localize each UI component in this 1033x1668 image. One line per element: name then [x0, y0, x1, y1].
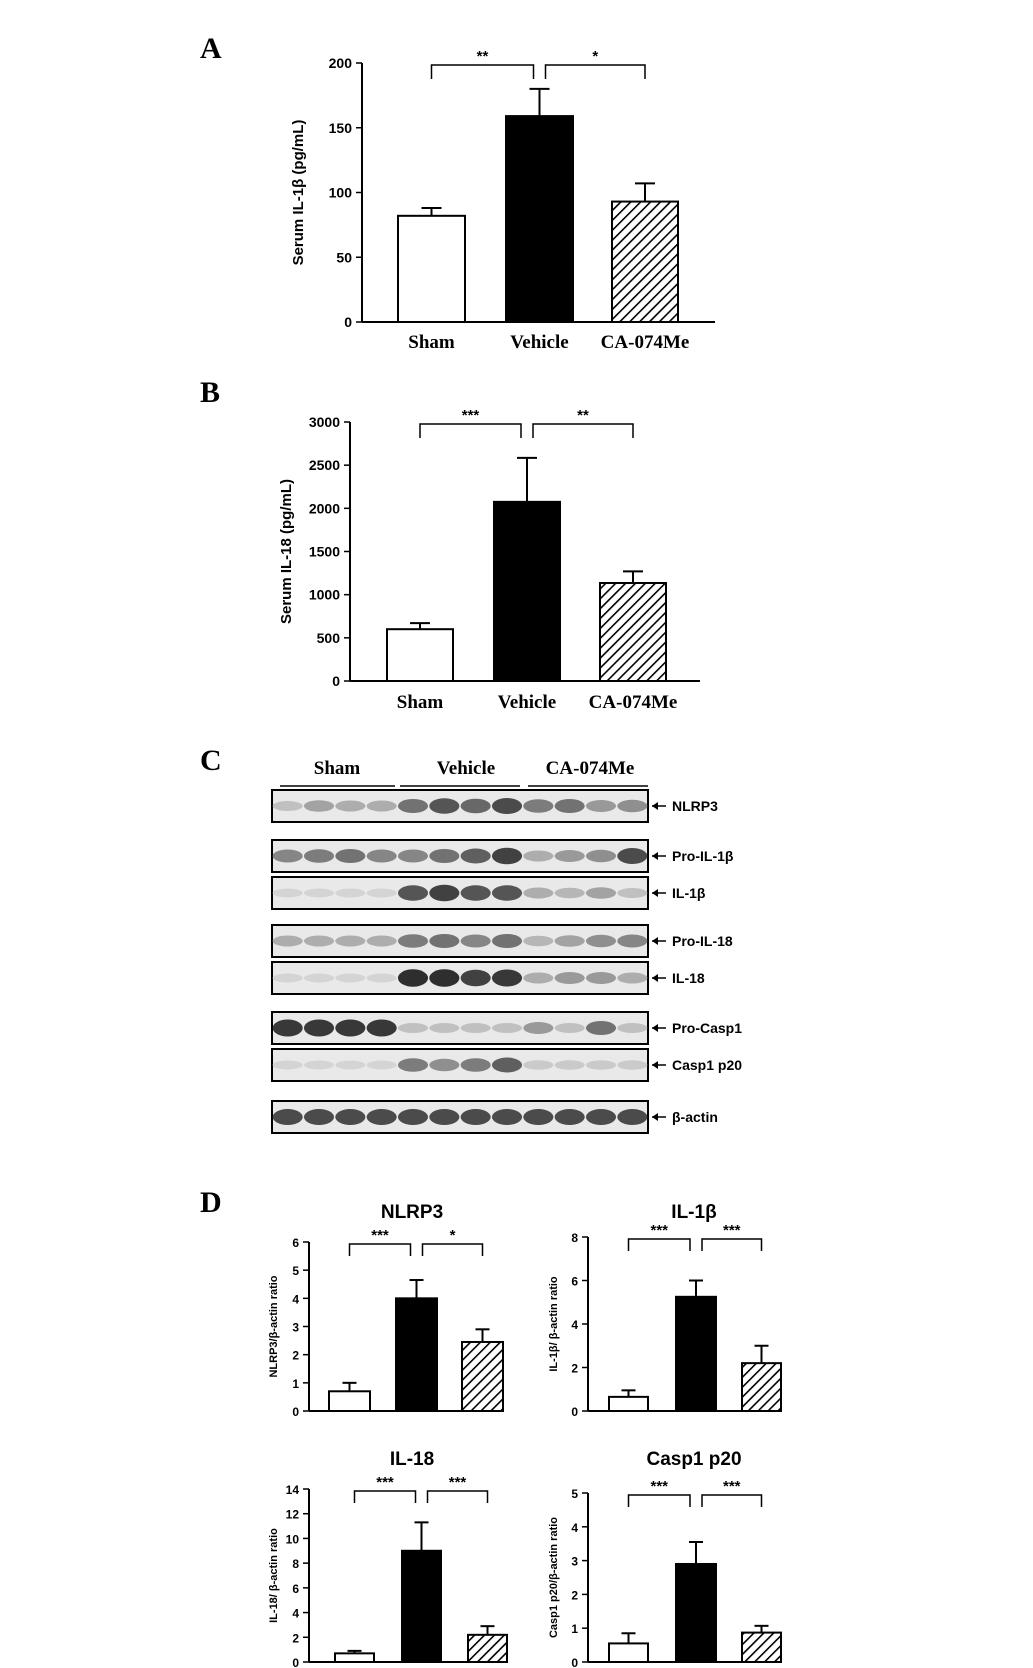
wb-band	[523, 973, 553, 984]
y-tick-label: 2	[292, 1348, 299, 1363]
bar-2	[402, 1551, 441, 1662]
significance-bracket	[546, 65, 646, 79]
wb-band	[273, 974, 303, 983]
wb-band	[273, 850, 303, 863]
wb-band	[429, 849, 459, 863]
y-tick-label: 1500	[308, 543, 340, 560]
wb-band	[429, 1109, 459, 1125]
wb-band	[617, 1060, 647, 1070]
panel-letter-b: B	[200, 376, 221, 409]
wb-band	[523, 1060, 553, 1070]
bar-1	[609, 1643, 648, 1662]
significance-bracket	[428, 1491, 488, 1503]
wb-band	[367, 936, 397, 947]
wb-band	[335, 889, 365, 898]
wb-band	[492, 885, 522, 901]
wb-row-1	[272, 840, 734, 872]
arrowhead-icon	[652, 974, 658, 982]
wb-band	[492, 1023, 522, 1033]
arrowhead-icon	[652, 802, 658, 810]
wb-band	[304, 936, 334, 947]
bar-3	[462, 1342, 503, 1411]
wb-band	[335, 1020, 365, 1037]
wb-band	[461, 1109, 491, 1125]
wb-band	[586, 972, 616, 984]
wb-row-label: NLRP3	[672, 798, 718, 814]
wb-band	[335, 974, 365, 983]
y-tick-label: 10	[285, 1532, 299, 1547]
category-label: Vehicle	[497, 692, 557, 713]
wb-band	[367, 1020, 397, 1037]
wb-band	[523, 1022, 553, 1034]
wb-band	[555, 1109, 585, 1125]
wb-band	[398, 1058, 428, 1072]
chart-title: IL-18	[389, 1449, 435, 1470]
category-label: CA-074Me	[588, 692, 678, 713]
wb-group-vehicle: Vehicle	[436, 758, 496, 779]
wb-band	[304, 800, 334, 812]
wb-band	[492, 1058, 522, 1073]
bar-3	[612, 202, 678, 322]
wb-band	[273, 889, 303, 898]
bar-2	[494, 502, 560, 681]
wb-band	[273, 1061, 303, 1070]
wb-band	[304, 1109, 334, 1125]
y-axis-title: Serum IL-1β (pg/mL)	[290, 119, 307, 266]
bar-1	[398, 216, 465, 322]
category-label: Vehicle	[510, 332, 569, 353]
wb-band	[335, 1061, 365, 1070]
bar-2	[676, 1564, 716, 1662]
wb-band	[586, 800, 616, 812]
y-tick-label: 1	[292, 1376, 299, 1391]
significance-label: ***	[650, 1478, 669, 1495]
wb-band	[555, 1060, 585, 1070]
significance-label: ***	[722, 1478, 741, 1495]
wb-row-3	[272, 925, 733, 957]
wb-band	[398, 969, 428, 987]
wb-band	[555, 935, 585, 947]
y-tick-label: 3000	[308, 414, 340, 430]
wb-band	[586, 1021, 616, 1035]
y-tick-label: 4	[571, 1520, 578, 1535]
significance-bracket	[533, 424, 633, 438]
wb-band	[398, 799, 428, 813]
wb-band	[555, 972, 585, 984]
arrowhead-icon	[652, 1024, 658, 1032]
wb-band	[304, 849, 334, 863]
significance-label: **	[476, 48, 489, 65]
wb-band	[586, 850, 616, 863]
wb-band	[398, 934, 428, 948]
wb-row-0	[272, 790, 718, 822]
bar-1	[609, 1397, 648, 1411]
y-axis-title: Serum IL-18 (pg/mL)	[278, 478, 295, 625]
significance-label: *	[449, 1227, 456, 1244]
chart-title: NLRP3	[380, 1202, 444, 1223]
significance-bracket	[702, 1239, 762, 1251]
significance-bracket	[629, 1495, 691, 1507]
wb-band	[555, 888, 585, 899]
wb-row-2	[272, 877, 706, 909]
y-axis-title: Casp1 p20/β-actin ratio	[548, 1516, 560, 1639]
bar-3	[468, 1635, 507, 1662]
panel-letter-a: A	[200, 32, 222, 65]
arrowhead-icon	[652, 852, 658, 860]
wb-band	[304, 1020, 334, 1037]
wb-band	[461, 885, 491, 901]
wb-band	[304, 974, 334, 983]
bar-3	[742, 1363, 781, 1411]
y-tick-label: 500	[316, 629, 340, 646]
significance-bracket	[629, 1239, 691, 1251]
wb-row-label: IL-18	[672, 970, 705, 986]
wb-group-ca074me: CA-074Me	[545, 758, 635, 779]
y-axis-title: IL-1β/ β-actin ratio	[548, 1276, 560, 1372]
y-tick-label: 6	[571, 1274, 578, 1289]
wb-row-label: Casp1 p20	[672, 1057, 743, 1073]
y-tick-label: 200	[328, 55, 352, 71]
y-tick-label: 0	[292, 1405, 299, 1419]
y-tick-label: 0	[332, 673, 340, 689]
significance-label: ***	[722, 1222, 741, 1239]
panel-letter-c: C	[200, 744, 222, 777]
arrowhead-icon	[652, 889, 658, 897]
wb-band	[492, 970, 522, 987]
y-axis-title: IL-18/ β-actin ratio	[268, 1528, 280, 1623]
y-tick-label: 1000	[308, 586, 340, 603]
chart-a-serum-il1b	[290, 48, 715, 353]
y-tick-label: 3	[571, 1554, 578, 1569]
bar-2	[676, 1297, 716, 1411]
wb-band	[617, 848, 647, 864]
significance-bracket	[423, 1244, 483, 1256]
y-tick-label: 1	[571, 1622, 578, 1637]
wb-band	[617, 935, 647, 948]
chart-d-casp1-p20	[548, 1449, 781, 1668]
wb-band	[555, 850, 585, 862]
chart-d-il1b	[548, 1202, 781, 1419]
wb-band	[429, 934, 459, 948]
wb-band	[555, 1023, 585, 1033]
wb-band	[461, 849, 491, 864]
wb-band	[398, 1023, 428, 1033]
y-tick-label: 0	[344, 314, 352, 330]
wb-band	[492, 848, 522, 865]
bar-3	[600, 583, 666, 681]
significance-label: ***	[650, 1222, 669, 1239]
wb-band	[492, 798, 522, 814]
wb-band	[335, 936, 365, 947]
wb-band	[523, 1109, 553, 1125]
wb-band	[367, 801, 397, 812]
wb-band	[273, 1020, 303, 1037]
wb-band	[586, 1109, 616, 1125]
wb-band	[617, 1023, 647, 1033]
wb-group-sham: Sham	[313, 758, 361, 779]
category-label: Sham	[408, 332, 455, 353]
y-tick-label: 2	[571, 1588, 578, 1603]
wb-band	[586, 887, 616, 899]
wb-band	[461, 1058, 491, 1072]
arrowhead-icon	[652, 937, 658, 945]
wb-band	[617, 800, 647, 813]
wb-band	[461, 1023, 491, 1033]
arrowhead-icon	[652, 1113, 658, 1121]
y-tick-label: 4	[292, 1606, 299, 1621]
wb-row-label: β-actin	[672, 1109, 718, 1125]
y-tick-label: 2	[292, 1631, 299, 1646]
wb-band	[492, 934, 522, 948]
wb-band	[367, 889, 397, 898]
significance-bracket	[350, 1244, 411, 1256]
wb-band	[429, 798, 459, 814]
significance-bracket	[432, 65, 534, 79]
significance-bracket	[702, 1495, 762, 1507]
bar-3	[742, 1633, 781, 1662]
wb-band	[492, 1109, 522, 1125]
significance-label: ***	[376, 1474, 394, 1491]
significance-label: **	[577, 407, 589, 424]
wb-row-6	[272, 1049, 742, 1081]
y-tick-label: 14	[285, 1483, 299, 1497]
chart-b-serum-il18	[278, 407, 700, 713]
wb-band	[586, 1060, 616, 1070]
wb-row-label: Pro-IL-18	[672, 933, 733, 949]
wb-band	[523, 799, 553, 813]
wb-band	[273, 1109, 303, 1125]
wb-band	[617, 1109, 647, 1125]
wb-row-5	[272, 1012, 742, 1044]
arrowhead-icon	[652, 1061, 658, 1069]
y-tick-label: 3	[292, 1320, 299, 1335]
significance-label: ***	[371, 1227, 389, 1244]
bar-1	[329, 1391, 370, 1411]
wb-band	[335, 1109, 365, 1125]
significance-label: *	[592, 48, 599, 65]
western-blot	[272, 758, 742, 1133]
wb-band	[617, 973, 647, 984]
y-tick-label: 12	[285, 1507, 299, 1522]
y-tick-label: 5	[571, 1487, 578, 1501]
y-tick-label: 50	[336, 249, 352, 266]
wb-band	[335, 849, 365, 863]
wb-band	[367, 974, 397, 983]
chart-title: Casp1 p20	[646, 1449, 742, 1470]
wb-row-label: Pro-Casp1	[672, 1020, 743, 1036]
bar-2	[396, 1298, 437, 1411]
wb-band	[398, 1109, 428, 1125]
wb-band	[367, 1061, 397, 1070]
wb-band	[461, 799, 491, 814]
chart-title: IL-1β	[671, 1202, 717, 1223]
wb-band	[367, 1109, 397, 1125]
wb-band	[335, 801, 365, 812]
y-tick-label: 0	[571, 1405, 578, 1419]
wb-band	[523, 936, 553, 947]
category-label: CA-074Me	[600, 332, 690, 353]
wb-band	[304, 889, 334, 898]
wb-band	[555, 799, 585, 813]
wb-row-label: Pro-IL-1β	[672, 848, 734, 864]
wb-row-4	[272, 962, 705, 994]
significance-label: ***	[461, 407, 480, 424]
y-tick-label: 150	[328, 119, 352, 136]
wb-band	[429, 1023, 459, 1033]
significance-bracket	[355, 1491, 416, 1503]
wb-band	[586, 935, 616, 948]
wb-band	[523, 851, 553, 862]
wb-band	[273, 936, 303, 947]
y-tick-label: 0	[292, 1656, 299, 1668]
y-tick-label: 6	[292, 1236, 299, 1250]
y-tick-label: 6	[292, 1581, 299, 1596]
wb-band	[398, 885, 428, 901]
y-tick-label: 2000	[308, 500, 340, 517]
wb-band	[367, 850, 397, 863]
significance-bracket	[420, 424, 521, 438]
y-tick-label: 8	[571, 1231, 578, 1245]
panel-letter-d: D	[200, 1186, 222, 1219]
wb-band	[461, 970, 491, 987]
category-label: Sham	[396, 692, 444, 713]
significance-label: ***	[448, 1474, 467, 1491]
chart-d-il18	[268, 1449, 507, 1668]
bar-1	[335, 1653, 374, 1662]
wb-band	[429, 885, 459, 902]
wb-band	[523, 888, 553, 899]
y-tick-label: 8	[292, 1557, 299, 1572]
y-axis-title: NLRP3/β-actin ratio	[268, 1275, 280, 1378]
wb-band	[461, 935, 491, 948]
y-tick-label: 4	[571, 1318, 578, 1332]
y-tick-label: 100	[328, 184, 352, 201]
wb-band	[398, 850, 428, 863]
y-tick-label: 5	[292, 1264, 299, 1279]
wb-band	[617, 888, 647, 898]
y-tick-label: 2500	[308, 457, 340, 474]
chart-d-nlrp3	[268, 1202, 503, 1419]
wb-band	[429, 1059, 459, 1072]
wb-row-label: IL-1β	[672, 885, 706, 901]
y-tick-label: 4	[292, 1292, 299, 1307]
bar-1	[387, 629, 453, 681]
y-tick-label: 2	[571, 1361, 578, 1376]
wb-row-7	[272, 1101, 718, 1133]
bar-2	[506, 116, 573, 322]
y-tick-label: 0	[571, 1656, 578, 1668]
wb-band	[273, 801, 303, 811]
wb-band	[304, 1061, 334, 1070]
wb-band	[429, 969, 459, 987]
